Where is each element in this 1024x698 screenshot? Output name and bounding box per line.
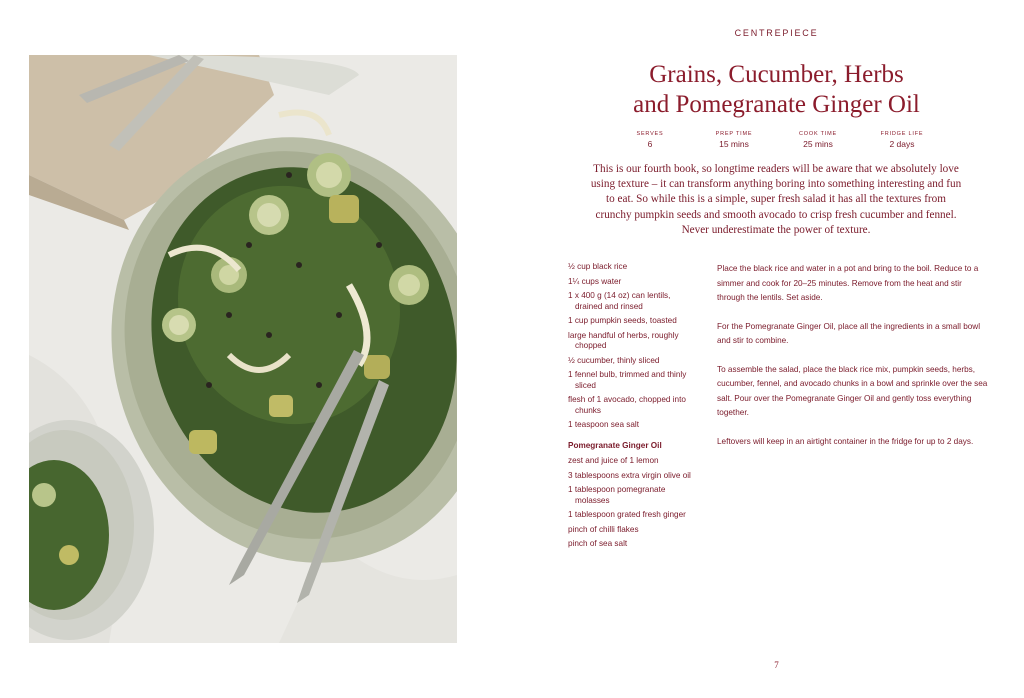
ingredient-item: 1 teaspoon sea salt [568, 420, 640, 429]
stat-label: PREP TIME [715, 131, 753, 137]
stat-value: 25 mins [803, 139, 833, 149]
stat-cook-time [783, 131, 853, 149]
recipe-stats [615, 131, 937, 149]
title-line-2: and Pomegranate Ginger Oil [633, 91, 920, 118]
stat-value: 2 days [889, 139, 915, 149]
stat-label: FRIDGE LIFE [880, 131, 924, 137]
method-step: Leftovers will keep in an airtight container in the fridge for up to 2 days. [717, 436, 974, 446]
ingredient-item: 3 tablespoons extra virgin olive oil [568, 470, 691, 480]
sub-recipe-heading: Pomegranate Ginger Oil [568, 440, 662, 450]
ingredient-item: pinch of sea salt [568, 539, 628, 548]
stat-value: 6 [647, 139, 653, 149]
salad-photo [29, 55, 457, 643]
recipe-title [470, 60, 1024, 120]
method-steps [717, 262, 989, 463]
ingredient-item: 1 fennel bulb, trimmed and thinly sliced [568, 370, 687, 390]
ingredient-item: zest and juice of 1 lemon [568, 456, 659, 465]
salad-illustration [29, 55, 457, 643]
stat-serves [615, 131, 685, 149]
ingredient-item: 1 x 400 g (14 oz) can lentils, drained and rinsed [568, 291, 671, 311]
section-label: CENTREPIECE [734, 28, 819, 38]
method-step: Place the black rice and water in a pot and bring to the boil. Reduce to a simmer and cook for 20–25 minutes. Remove from the heat and stir through the lentils. Set aside. [717, 264, 979, 302]
title-line-1: Grains, Cucumber, Herbs [649, 61, 904, 88]
ingredient-item: flesh of 1 avocado, chopped into chunks [568, 395, 686, 415]
ingredient-item: pinch of chilli flakes [568, 524, 639, 534]
page-number: 7 [774, 660, 779, 670]
ingredient-item: 1 tablespoon pomegranate molasses [568, 485, 666, 505]
ingredient-item: ½ cup black rice [568, 262, 628, 271]
ingredients-list [568, 262, 698, 554]
stat-label: COOK TIME [799, 131, 837, 137]
stat-label: SERVES [636, 131, 664, 137]
stat-fridge-life [867, 131, 937, 149]
stat-prep-time [699, 131, 769, 149]
stat-value: 15 mins [719, 139, 749, 149]
ingredient-item: 1 tablespoon grated fresh ginger [568, 510, 686, 519]
intro-paragraph: This is our fourth book, so longtime readers will be aware that we absolutely love using texture – it can transform anything boring into something interesting and fun to eat. So while this is a simple, super fresh salad it has all the textures from crunchy pumpkin seeds and smooth avocado to crisp fresh cucumber and fennel. Never underestimate the power of texture. [590, 163, 962, 236]
method-step: For the Pomegranate Ginger Oil, place all the ingredients in a small bowl and stir to combine. [717, 321, 981, 345]
ingredient-item: 1¼ cups water [568, 276, 622, 286]
method-step: To assemble the salad, place the black rice mix, pumpkin seeds, herbs, cucumber, fennel, and avocado chunks in a bowl and sprinkle over the sea salt. Pour over the Pomegranate Ginger Oil and gently toss everything together. [717, 364, 988, 417]
ingredient-item: large handful of herbs, roughly chopped [568, 330, 679, 350]
recipe-page [470, 0, 1024, 698]
ingredient-item: 1 cup pumpkin seeds, toasted [568, 316, 677, 325]
ingredient-item: ½ cucumber, thinly sliced [568, 355, 660, 365]
